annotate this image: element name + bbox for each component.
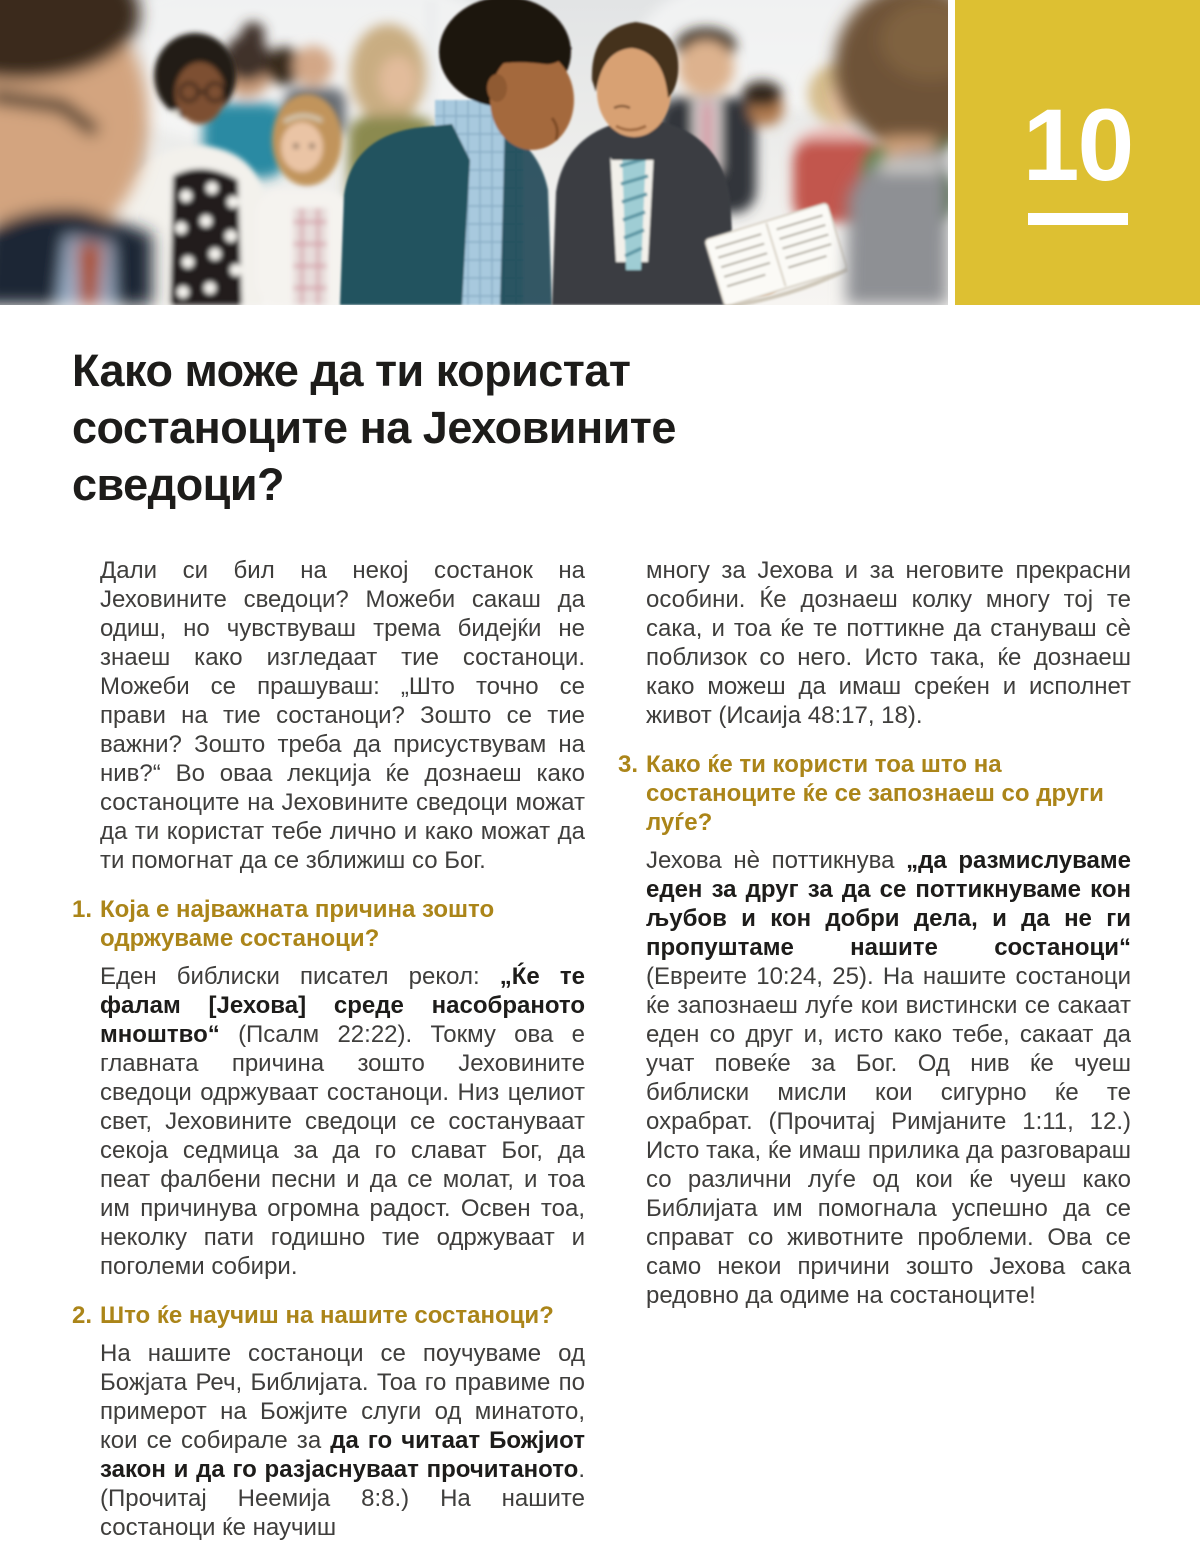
article-body [72,556,1131,1542]
question-text: Што ќе научиш на нашите состаноци? [100,1302,554,1329]
column-left [72,556,585,1542]
question-number: 2. [72,1302,93,1329]
scripture-emphasis-text: „Ќе те фалам [Јехова] среде насобраното мноштво“ [100,963,585,1048]
meeting-photo-illustration [0,0,948,305]
body-text: (Псалм 22:22). Токму ова е главната причина зошто Јеховините сведоци одржуваат состаноци. Низ целиот свет, Јеховините сведоци се состануваат секоја седмица за да го слават Бог, да пеат фалбени песни и да се молат, и тоа им причинува огромна радост. Освен тоа, неколку пати годишно тие одржуваат и поголеми собири. [100,1021,585,1280]
page-title: Како може да ти користат состаноците на Јеховините сведоци? [72,345,676,510]
question-number: 3. [618,751,639,778]
paragraph [100,556,585,875]
paragraph [100,962,585,1281]
scripture-emphasis-text: „да размислуваме еден за друг за да се поттикнуваме кон љубов и кон добри дела, и да не ги пропуштаме нашите состаноци“ [646,847,1132,961]
meeting-photo [0,0,948,305]
body-text: Јехова нѐ поттикнува [646,847,907,874]
lesson-number-underline [1028,213,1128,225]
question-heading [72,895,585,953]
question-heading [72,1301,585,1330]
question-text: Која е најважната причина зошто одржуваме состаноци? [100,896,495,952]
question-number: 1. [72,896,93,923]
scripture-emphasis-text: да го читаат Божјиот закон и да го разјаснуваат прочитаното [100,1427,585,1483]
question-heading [618,750,1131,837]
body-text: . (Прочитај Неемија 8:8.) На нашите состаноци ќе научиш [100,1456,585,1541]
body-text: многу за Јехова и за неговите прекрасни особини. Ќе дознаеш колку многу тој те сака, и тоа ќе те поттикне да стануваш сѐ поблизок со него. Исто така, ќе дознаеш како можеш да имаш среќен и исполнет живот (Исаија 48:17, 18). [646,557,1131,729]
body-text: На нашите состаноци се поучуваме од Божјата Реч, Библијата. Тоа го правиме по примерот на Божјите слуги од минатото, кои се собирале за [100,1340,585,1454]
paragraph [100,1339,585,1542]
body-text: (Евреите 10:24, 25). На нашите состаноци ќе запознаеш луѓе кои вистински се сакаат еден со друг и, исто како тебе, сакаат да учат повеќе за Бог. Од нив ќе чуеш библиски мисли кои сигурно ќе те охрабрат. (Прочитај Римјаните 1:11, 12.) Исто така, ќе имаш прилика да разговараш со различни луѓе од кои ќе чуеш како Библијата им помогнала успешно да се справат со животните проблеми. Ова се само некои причини зошто Јехова сака редовно да одиме на состаноците! [646,963,1131,1309]
paragraph [646,556,1131,730]
question-text: Како ќе ти користи тоа што на состаноците ќе се запознаеш со други луѓе? [646,751,1104,836]
body-text: Еден библиски писател рекол: [100,963,500,990]
lesson-number-badge [955,0,1200,305]
body-text: Дали си бил на некој состанок на Јеховините сведоци? Можеби сакаш да одиш, но чувствуваш трема бидејќи не знаеш како изгледаат тие состаноци. Можеби се прашуваш: „Што точно се прави на тие состаноци? Зошто се тие важни? Зошто треба да присуствувам на нив?“ Во оваа лекција ќе дознаеш како состаноците на Јеховините сведоци можат да ти користат тебе лично и како можат да ти помогнат да се зближиш со Бог. [100,557,585,874]
column-right [618,556,1131,1310]
lesson-number: 10 [1022,88,1133,202]
paragraph [646,846,1131,1310]
